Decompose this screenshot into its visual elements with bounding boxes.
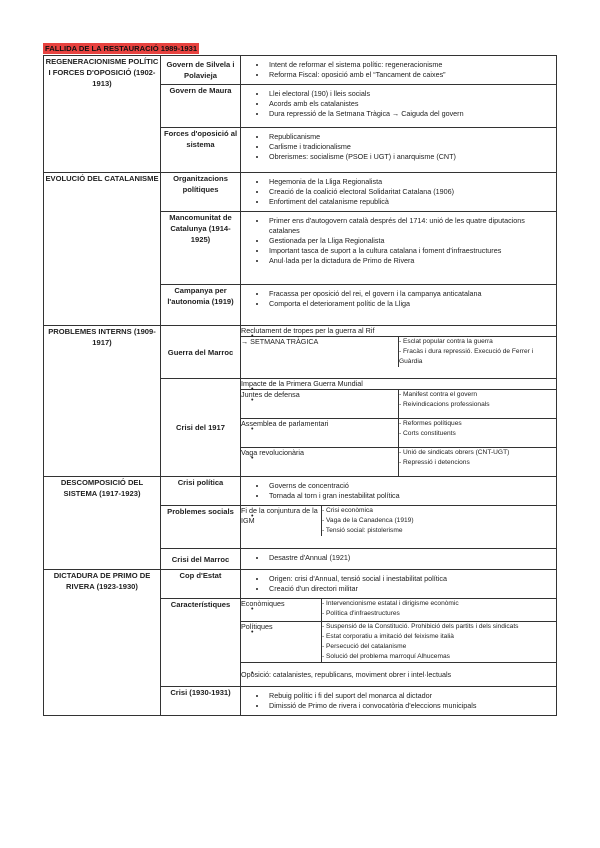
subsection-label: Guerra del Marroc — [161, 326, 241, 379]
list-item: • Reclutament de tropes per la guerra al Rif — [241, 326, 556, 337]
detail-line: - Intervencionisme estatal i dirigisme econòmic — [322, 600, 459, 607]
section-label: REGENERACIONISME POLÍTIC I FORCES D'OPOSICIÓ (1902-1913) — [44, 56, 161, 173]
bullet-list — [241, 56, 556, 84]
list-item: • Carlisme i tradicionalisme — [267, 142, 552, 152]
subsection-label: Crisi del Marroc — [161, 549, 241, 570]
section-label: DICTADURA DE PRIMO DE RIVERA (1923-1930) — [44, 570, 161, 716]
list-item: • Llei electoral (190) i lleis socials — [267, 89, 552, 99]
table-row — [44, 56, 557, 85]
table-row — [44, 477, 557, 506]
table-row — [44, 570, 557, 599]
bullet-list — [241, 687, 556, 715]
list-item: • Acords amb els catalanistes — [267, 99, 552, 109]
list-item: • Creació de la coalició electoral Solidaritat Catalana (1906) — [267, 187, 552, 197]
list-item: • Hegemonia de la Lliga Regionalista — [267, 177, 552, 187]
subsection-label: Problemes socials — [161, 506, 241, 549]
detail-line: - Esclat popular contra la guerra — [399, 338, 493, 345]
list-item: • Governs de concentració — [267, 481, 552, 491]
arrow-label: → SETMANA TRÀGICA — [241, 337, 319, 346]
list-item: • Juntes de defensa — [241, 390, 399, 419]
subsection-label: Organitzacions polítiques — [161, 173, 241, 212]
list-item: • Impacte de la Primera Guerra Mundial — [241, 379, 556, 390]
list-item: • Fracassa per oposició del rei, el govern i la campanya anticatalana — [267, 289, 552, 299]
detail-line: - Unió de sindicats obrers (CNT-UGT) — [399, 449, 510, 456]
subsection-label: Campanya per l'autonomia (1919) — [161, 285, 241, 326]
subsection-label: Govern de Silvela i Polavieja — [161, 56, 241, 85]
detail-line: - Estat corporatiu a imitació del feixisme italià — [322, 633, 454, 640]
list-item: • Dura repressió de la Setmana Tràgica → Caiguda del govern — [267, 109, 552, 119]
bullet-list — [241, 549, 556, 567]
bullet-list — [241, 212, 556, 270]
detail-line: - Manifest contra el govern — [399, 391, 478, 398]
list-item: • Primer ens d'autogovern català després del 1714: unió de les quatre diputacions catalanes — [267, 216, 552, 236]
list-item: • Creació d'un directori militar — [267, 584, 552, 594]
list-item: • Oposició: catalanistes, republicans, moviment obrer i intel·lectuals — [241, 663, 556, 687]
subsection-label: Crisi política — [161, 477, 241, 506]
subsection-label: Crisi (1930-1931) — [161, 687, 241, 716]
detail-line: - Persecució del catalanisme — [322, 643, 407, 650]
list-item: • Assemblea de parlamentari — [241, 419, 399, 448]
subsection-label: Característiques — [161, 599, 241, 687]
detail-line: - Política d'infraestructures — [322, 610, 400, 617]
list-item: • Enfortiment del catalanisme republicà — [267, 197, 552, 207]
summary-table — [43, 55, 557, 716]
detail-line: - Fracàs i dura repressió. Execució de Ferrer i Guàrdia — [399, 348, 534, 365]
list-item: • Important tasca de suport a la cultura catalana i foment d'infraestructures — [267, 246, 552, 256]
list-item: • Polítiques — [241, 622, 322, 663]
list-item: • Fi de la conjuntura de la IGM — [241, 506, 322, 536]
detail-line: - Reivindicacions professionals — [399, 401, 490, 408]
bullet-list — [241, 285, 556, 313]
subsection-label: Forces d'oposició al sistema — [161, 128, 241, 173]
list-item: • Reforma Fiscal: oposició amb el “Tancament de caixes” — [267, 70, 552, 80]
table-row — [44, 326, 557, 379]
detail-line: - Repressió i detencions — [399, 459, 470, 466]
list-item: • Desastre d'Annual (1921) — [267, 553, 552, 563]
detail-line: - Vaga de la Canadenca (1919) — [322, 517, 414, 524]
section-label: DESCOMPOSICIÓ DEL SISTEMA (1917-1923) — [44, 477, 161, 570]
detail-line: - Corts constituents — [399, 430, 456, 437]
list-item: • Dimissió de Primo de rivera i convocatòria d'eleccions municipals — [267, 701, 552, 711]
list-item: • Origen: crisi d'Annual, tensió social i inestabilitat política — [267, 574, 552, 584]
list-item: • Anul·lada per la dictadura de Primo de Rivera — [267, 256, 552, 266]
bullet-list — [241, 173, 556, 211]
detail-line: - Suspensió de la Constitució. Prohibició dels partits i dels sindicats — [322, 623, 519, 630]
bullet-list — [241, 128, 556, 166]
bullet-list — [241, 477, 556, 505]
list-item: • Rebuig polític i fi del suport del monarca al dictador — [267, 691, 552, 701]
detail-line: - Tensió social: pistolerisme — [322, 527, 403, 534]
list-item: • Gestionada per la Lliga Regionalista — [267, 236, 552, 246]
list-item: • Comporta el deteriorament polític de la Lliga — [267, 299, 552, 309]
detail-line: - Reformes polítiques — [399, 420, 462, 427]
subsection-label: Crisi del 1917 — [161, 379, 241, 477]
detail-line: - Solució del problema marroquí Alhucemas — [322, 653, 450, 660]
subsection-label: Mancomunitat de Catalunya (1914-1925) — [161, 212, 241, 285]
list-item: • Econòmiques — [241, 599, 322, 622]
list-item: • Obrerismes: socialisme (PSOE i UGT) i anarquisme (CNT) — [267, 152, 552, 162]
table-row — [44, 173, 557, 212]
subsection-label: Cop d'Estat — [161, 570, 241, 599]
list-item: • Vaga revolucionària — [241, 448, 399, 477]
subsection-label: Govern de Maura — [161, 85, 241, 128]
document-title: FALLIDA DE LA RESTAURACIÓ 1989-1931 — [45, 44, 198, 53]
list-item: • Republicanisme — [267, 132, 552, 142]
bullet-list — [241, 85, 556, 123]
section-label: PROBLEMES INTERNS (1909-1917) — [44, 326, 161, 477]
bullet-list — [241, 570, 556, 598]
list-item: • Intent de reformar el sistema polític: regeneracionisme — [267, 60, 552, 70]
detail-line: - Crisi econòmica — [322, 507, 373, 514]
section-label: EVOLUCIÓ DEL CATALANISME — [44, 173, 161, 326]
list-item: • Tornada al torn i gran inestabilitat política — [267, 491, 552, 501]
